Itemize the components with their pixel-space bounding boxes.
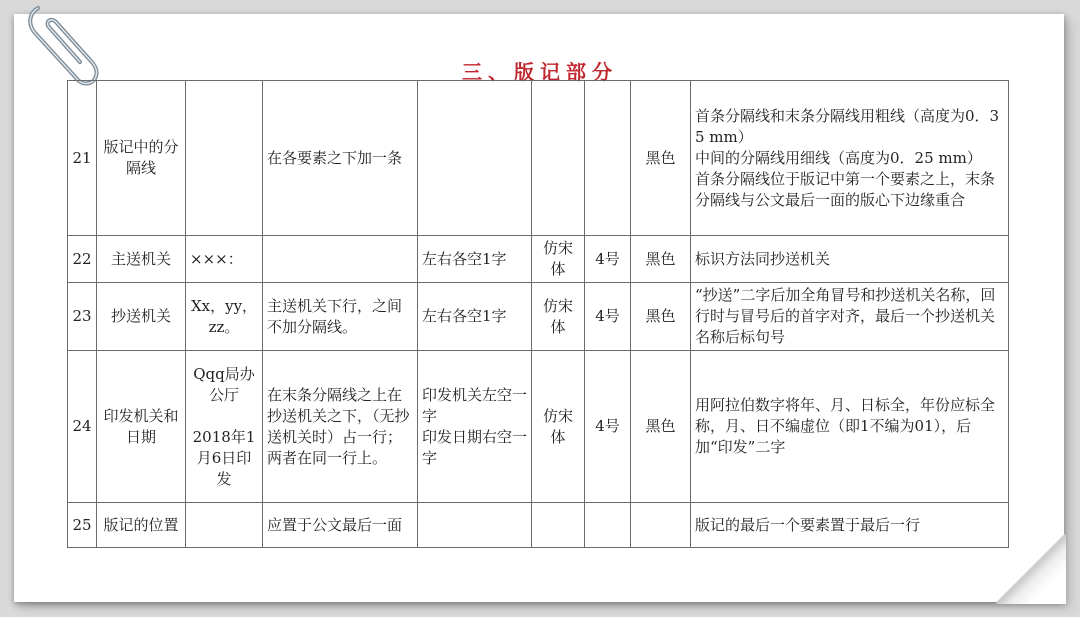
table-row [68,503,1009,548]
spec-table [67,80,1009,548]
cell-example: Qqq局办公厅 2018年1月6日印发 [186,351,263,503]
cell-color: 黑色 [631,351,691,503]
cell-name: 抄送机关 [97,283,186,351]
cell-no: 22 [68,236,97,283]
cell-position [263,236,418,283]
cell-color: 黑色 [631,81,691,236]
table-row [68,351,1009,503]
cell-name: 版记的位置 [97,503,186,548]
cell-size [585,81,631,236]
cell-layout [418,81,532,236]
section-title: 三、版记部分 [462,60,618,84]
cell-size: 4号 [585,236,631,283]
cell-position: 应置于公文最后一面 [263,503,418,548]
cell-layout: 左右各空1字 [418,236,532,283]
cell-name: 印发机关和日期 [97,351,186,503]
cell-no: 23 [68,283,97,351]
table-row [68,236,1009,283]
cell-color: 黑色 [631,236,691,283]
table-row [68,283,1009,351]
cell-position: 在各要素之下加一条 [263,81,418,236]
cell-remark: 标识方法同抄送机关 [691,236,1009,283]
cell-size [585,503,631,548]
cell-no: 24 [68,351,97,503]
cell-example: Xx，yy，zz。 [186,283,263,351]
cell-layout: 左右各空1字 [418,283,532,351]
cell-remark: 首条分隔线和末条分隔线用粗线（高度为0．35 mm） 中间的分隔线用细线（高度为0．25 mm） 首条分隔线位于版记中第一个要素之上，末条分隔线与公文最后一面的版心下边缘重合 [691,81,1009,236]
cell-position: 在末条分隔线之上在抄送机关之下，（无抄送机关时）占一行；两者在同一行上。 [263,351,418,503]
cell-layout: 印发机关左空一字 印发日期右空一字 [418,351,532,503]
cell-color: 黑色 [631,283,691,351]
cell-layout [418,503,532,548]
cell-no: 21 [68,81,97,236]
cell-no: 25 [68,503,97,548]
cell-example [186,81,263,236]
cell-font: 仿宋体 [532,351,585,503]
cell-remark: “抄送”二字后加全角冒号和抄送机关名称，回行时与冒号后的首字对齐，最后一个抄送机关名称后标句号 [691,283,1009,351]
cell-size: 4号 [585,283,631,351]
cell-remark: 用阿拉伯数字将年、月、日标全，年份应标全称，月、日不编虚位（即1不编为01），后加“印发”二字 [691,351,1009,503]
cell-example [186,503,263,548]
cell-name: 主送机关 [97,236,186,283]
cell-example: ×××： [186,236,263,283]
cell-position: 主送机关下行，之间不加分隔线。 [263,283,418,351]
cell-font: 仿宋体 [532,236,585,283]
cell-font [532,503,585,548]
table-row [68,81,1009,236]
cell-font [532,81,585,236]
cell-font: 仿宋体 [532,283,585,351]
cell-name: 版记中的分隔线 [97,81,186,236]
cell-remark: 版记的最后一个要素置于最后一行 [691,503,1009,548]
cell-size: 4号 [585,351,631,503]
cell-color [631,503,691,548]
